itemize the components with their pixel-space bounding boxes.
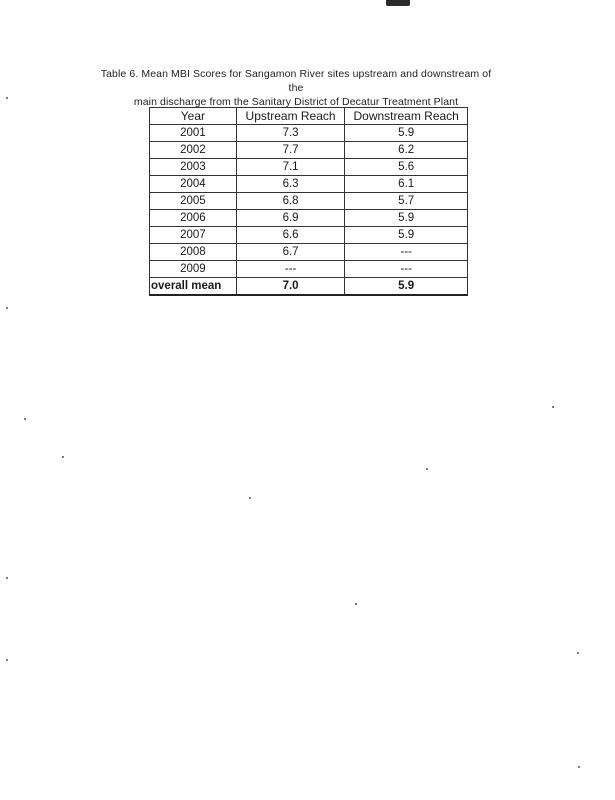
downstream-cell: 6.1 (345, 176, 468, 193)
year-cell: 2007 (150, 227, 237, 244)
scan-speck (62, 456, 64, 458)
downstream-cell: 6.2 (345, 142, 468, 159)
downstream-cell: 5.9 (345, 227, 468, 244)
header-year: Year (150, 108, 237, 125)
scan-speck (6, 659, 8, 661)
table-row (150, 159, 468, 176)
table-caption (96, 67, 496, 109)
table-row (150, 244, 468, 261)
scan-speck (552, 406, 554, 408)
scan-speck (24, 418, 26, 420)
downstream-cell: 5.6 (345, 159, 468, 176)
upstream-cell: 6.6 (236, 227, 345, 244)
caption-line: main discharge from the Sanitary District of Decatur Treatment Plant (133, 96, 459, 108)
scan-speck (578, 766, 580, 768)
overall-mean-downstream: 5.9 (345, 278, 468, 296)
table-row (150, 261, 468, 278)
overall-mean-upstream: 7.0 (236, 278, 345, 296)
year-cell: 2009 (150, 261, 237, 278)
mbi-scores-table (149, 107, 468, 296)
year-cell: 2006 (150, 210, 237, 227)
scan-speck (426, 468, 428, 470)
year-cell: 2008 (150, 244, 237, 261)
upstream-cell: 7.1 (236, 159, 345, 176)
upstream-cell: 6.9 (236, 210, 345, 227)
table-row (150, 227, 468, 244)
downstream-cell: 5.9 (345, 125, 468, 142)
year-cell: 2003 (150, 159, 237, 176)
upstream-cell: 6.7 (236, 244, 345, 261)
downstream-cell: 5.9 (345, 210, 468, 227)
scan-speck (249, 497, 251, 499)
header-downstream-reach: Downstream Reach (345, 108, 468, 125)
table-row (150, 176, 468, 193)
table-row (150, 193, 468, 210)
overall-mean-label: overall mean (150, 278, 237, 296)
year-cell: 2001 (150, 125, 237, 142)
upstream-cell: 6.8 (236, 193, 345, 210)
scan-speck (355, 603, 357, 605)
year-cell: 2005 (150, 193, 237, 210)
year-cell: 2002 (150, 142, 237, 159)
scan-speck (6, 307, 8, 309)
upstream-cell: --- (236, 261, 345, 278)
scan-speck (577, 652, 579, 654)
scan-speck (6, 97, 8, 99)
downstream-cell: --- (345, 244, 468, 261)
caption-line: Table 6. Mean MBI Scores for Sangamon River sites upstream and downstream of the (100, 68, 492, 94)
table-header-row (150, 108, 468, 125)
scan-artifact (386, 0, 410, 6)
table-row (150, 142, 468, 159)
table-row (150, 125, 468, 142)
downstream-cell: 5.7 (345, 193, 468, 210)
table-row (150, 210, 468, 227)
upstream-cell: 6.3 (236, 176, 345, 193)
overall-mean-row (150, 278, 468, 296)
downstream-cell: --- (345, 261, 468, 278)
header-upstream-reach: Upstream Reach (236, 108, 345, 125)
year-cell: 2004 (150, 176, 237, 193)
scan-speck (6, 577, 8, 579)
upstream-cell: 7.3 (236, 125, 345, 142)
upstream-cell: 7.7 (236, 142, 345, 159)
